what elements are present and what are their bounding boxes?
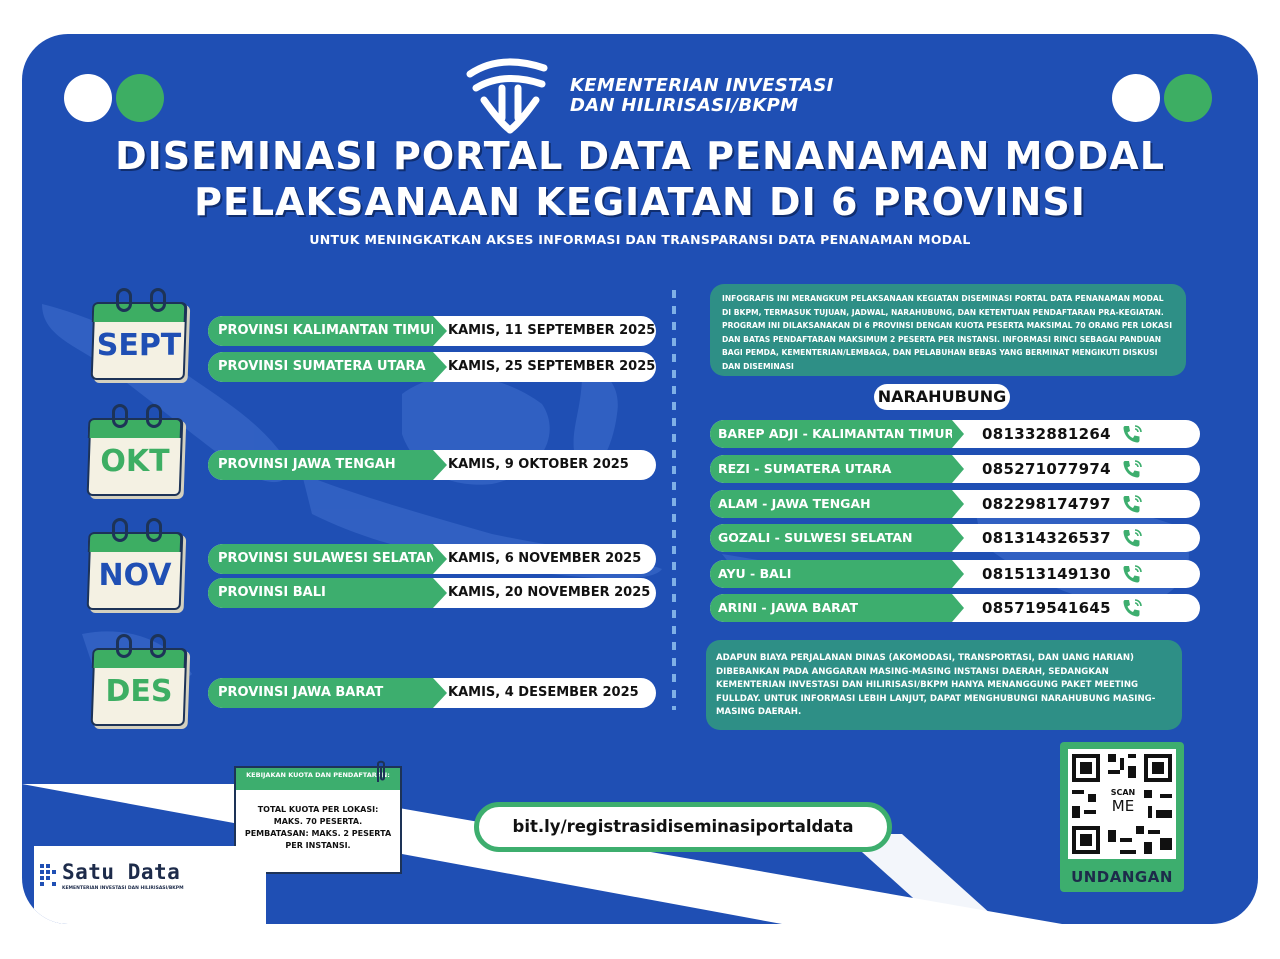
dotted-divider <box>672 290 676 710</box>
contact-phone[interactable]: 082298174797 <box>982 495 1111 513</box>
contact-phone[interactable]: 085271077974 <box>982 460 1111 478</box>
contact-phone[interactable]: 085719541645 <box>982 599 1111 617</box>
quota-line1: TOTAL KUOTA PER LOKASI: <box>257 805 379 814</box>
event-date: KAMIS, 4 DESEMBER 2025 <box>448 685 639 700</box>
contact-name: GOZALI - SULWESI SELATAN <box>710 524 952 552</box>
contact-phone[interactable]: 081332881264 <box>982 425 1111 443</box>
contact-phone[interactable]: 081513149130 <box>982 565 1111 583</box>
subtitle: UNTUK MENINGKATKAN AKSES INFORMASI DAN TRANSPARANSI DATA PENANAMAN MODAL <box>309 232 971 247</box>
contact-name: ALAM - JAWA TENGAH <box>710 490 952 518</box>
month-label: SEPT <box>96 328 182 363</box>
province-label: PROVINSI BALI <box>208 578 433 608</box>
contact-row <box>710 594 1200 622</box>
schedule-row <box>208 450 656 480</box>
event-date: KAMIS, 25 SEPTEMBER 2025 <box>448 359 656 374</box>
title-line2: PELAKSANAAN KEGIATAN DI 6 PROVINSI <box>194 180 1086 224</box>
ministry-logo-icon <box>462 54 558 134</box>
infographic-card <box>22 34 1258 924</box>
ministry-name <box>570 76 834 116</box>
paperclip-icon <box>374 758 388 786</box>
quota-line2: MAKS. 70 PESERTA. <box>273 817 363 826</box>
province-label: PROVINSI SUMATERA UTARA <box>208 352 433 382</box>
contact-name: AYU - BALI <box>710 560 952 588</box>
title-line1: DISEMINASI PORTAL DATA PENANAMAN MODAL <box>115 134 1165 178</box>
contact-name: BAREP ADJI - KALIMANTAN TIMUR <box>710 420 952 448</box>
month-label: NOV <box>98 558 172 593</box>
calendar-icon-okt <box>88 404 186 496</box>
contact-row <box>710 560 1200 588</box>
contact-row <box>710 524 1200 552</box>
phone-icon <box>1120 458 1144 480</box>
narahubung-title: NARAHUBUNG <box>874 384 1010 410</box>
contact-name: ARINI - JAWA BARAT <box>710 594 952 622</box>
phone-icon <box>1120 527 1144 549</box>
calendar-icon-nov <box>88 518 186 610</box>
footer-brand: Satu Data <box>62 860 181 884</box>
info-panel: INFOGRAFIS INI MERANGKUM PELAKSANAAN KEGIATAN DISEMINASI PORTAL DATA PENANAMAN MODAL DI BKPM, TERMASUK TUJUAN, JADWAL, NARAHUBUNG, DAN KETENTUAN PENDAFTARAN PRA-KEGIATAN. PROGRAM INI DILAKSANAKAN DI 6 PROVINSI DENGAN KUOTA PESERTA MAKSIMAL 70 ORANG PER LOKASI DAN BATAS PENDAFTARAN MAKSIMUM 2 PESERTA PER INSTANSI. INFORMASI RINCI SEBAGAI PANDUAN BAGI PEMDA, KEMENTERIAN/LEMBAGA, DAN PELABUHAN BEBAS YANG BERMINAT MENGIKUTI DISKUSI DAN DISEMINASI <box>710 284 1186 376</box>
footer-brand-box <box>34 846 266 924</box>
contact-phone[interactable]: 081314326537 <box>982 529 1111 547</box>
contact-name: REZI - SUMATERA UTARA <box>710 455 952 483</box>
phone-icon <box>1120 423 1144 445</box>
month-label: DES <box>105 674 173 709</box>
event-date: KAMIS, 9 OKTOBER 2025 <box>448 457 629 472</box>
decor-dot-green-right <box>1164 74 1212 122</box>
footer-brand-sub: KEMENTERIAN INVESTASI DAN HILIRISASI/BKPM <box>62 886 184 891</box>
ministry-line1: KEMENTERIAN INVESTASI <box>570 75 834 96</box>
event-date: KAMIS, 6 NOVEMBER 2025 <box>448 551 642 566</box>
schedule-row <box>208 316 656 346</box>
schedule-row <box>208 578 656 608</box>
calendar-icon-sept <box>92 288 190 380</box>
schedule-row <box>208 544 656 574</box>
province-label: PROVINSI JAWA BARAT <box>208 678 433 708</box>
event-date: KAMIS, 11 SEPTEMBER 2025 <box>448 323 656 338</box>
decor-dot-white-right <box>1112 74 1160 122</box>
contact-row <box>710 420 1200 448</box>
registration-link[interactable]: bit.ly/registrasidiseminasiportaldata <box>474 802 892 852</box>
phone-icon <box>1120 597 1144 619</box>
phone-icon <box>1120 493 1144 515</box>
event-date: KAMIS, 20 NOVEMBER 2025 <box>448 585 651 600</box>
quota-line3: PEMBATASAN: MAKS. 2 PESERTA <box>244 829 392 838</box>
qr-label: UNDANGAN <box>1071 868 1173 886</box>
me-label: ME <box>1111 797 1135 815</box>
contact-row <box>710 490 1200 518</box>
province-label: PROVINSI JAWA TENGAH <box>208 450 433 480</box>
qr-panel[interactable] <box>1060 742 1184 892</box>
month-label: OKT <box>100 444 170 479</box>
province-label: PROVINSI SULAWESI SELATAN <box>208 544 433 574</box>
decor-dot-white-left <box>64 74 112 122</box>
quota-heading: KEBIJAKAN KUOTA DAN PENDAFTARAN: <box>236 768 400 790</box>
contact-row <box>710 455 1200 483</box>
satu-data-logo-icon <box>40 864 58 886</box>
province-label: PROVINSI KALIMANTAN TIMUR <box>208 316 433 346</box>
quota-line4: PER INSTANSI. <box>285 841 351 850</box>
decor-dot-green-left <box>116 74 164 122</box>
phone-icon <box>1120 563 1144 585</box>
schedule-row <box>208 352 656 382</box>
scan-label: SCAN <box>1110 788 1136 797</box>
ministry-line2: DAN HILIRISASI/BKPM <box>570 95 799 116</box>
cost-note-panel: ADAPUN BIAYA PERJALANAN DINAS (AKOMODASI, TRANSPORTASI, DAN UANG HARIAN) DIBEBANKAN PADA ANGGARAN MASING-MASING INSTANSI DAERAH, SEDANGKAN KEMENTERIAN INVESTASI DAN HILIRISASI/BKPM HANYA MENANGGUNG PAKET MEETING FULLDAY. UNTUK INFORMASI LEBIH LANJUT, DAPAT MENGHUBUNGI NARAHUBUNG MASING-MASING DAERAH. <box>706 640 1182 730</box>
